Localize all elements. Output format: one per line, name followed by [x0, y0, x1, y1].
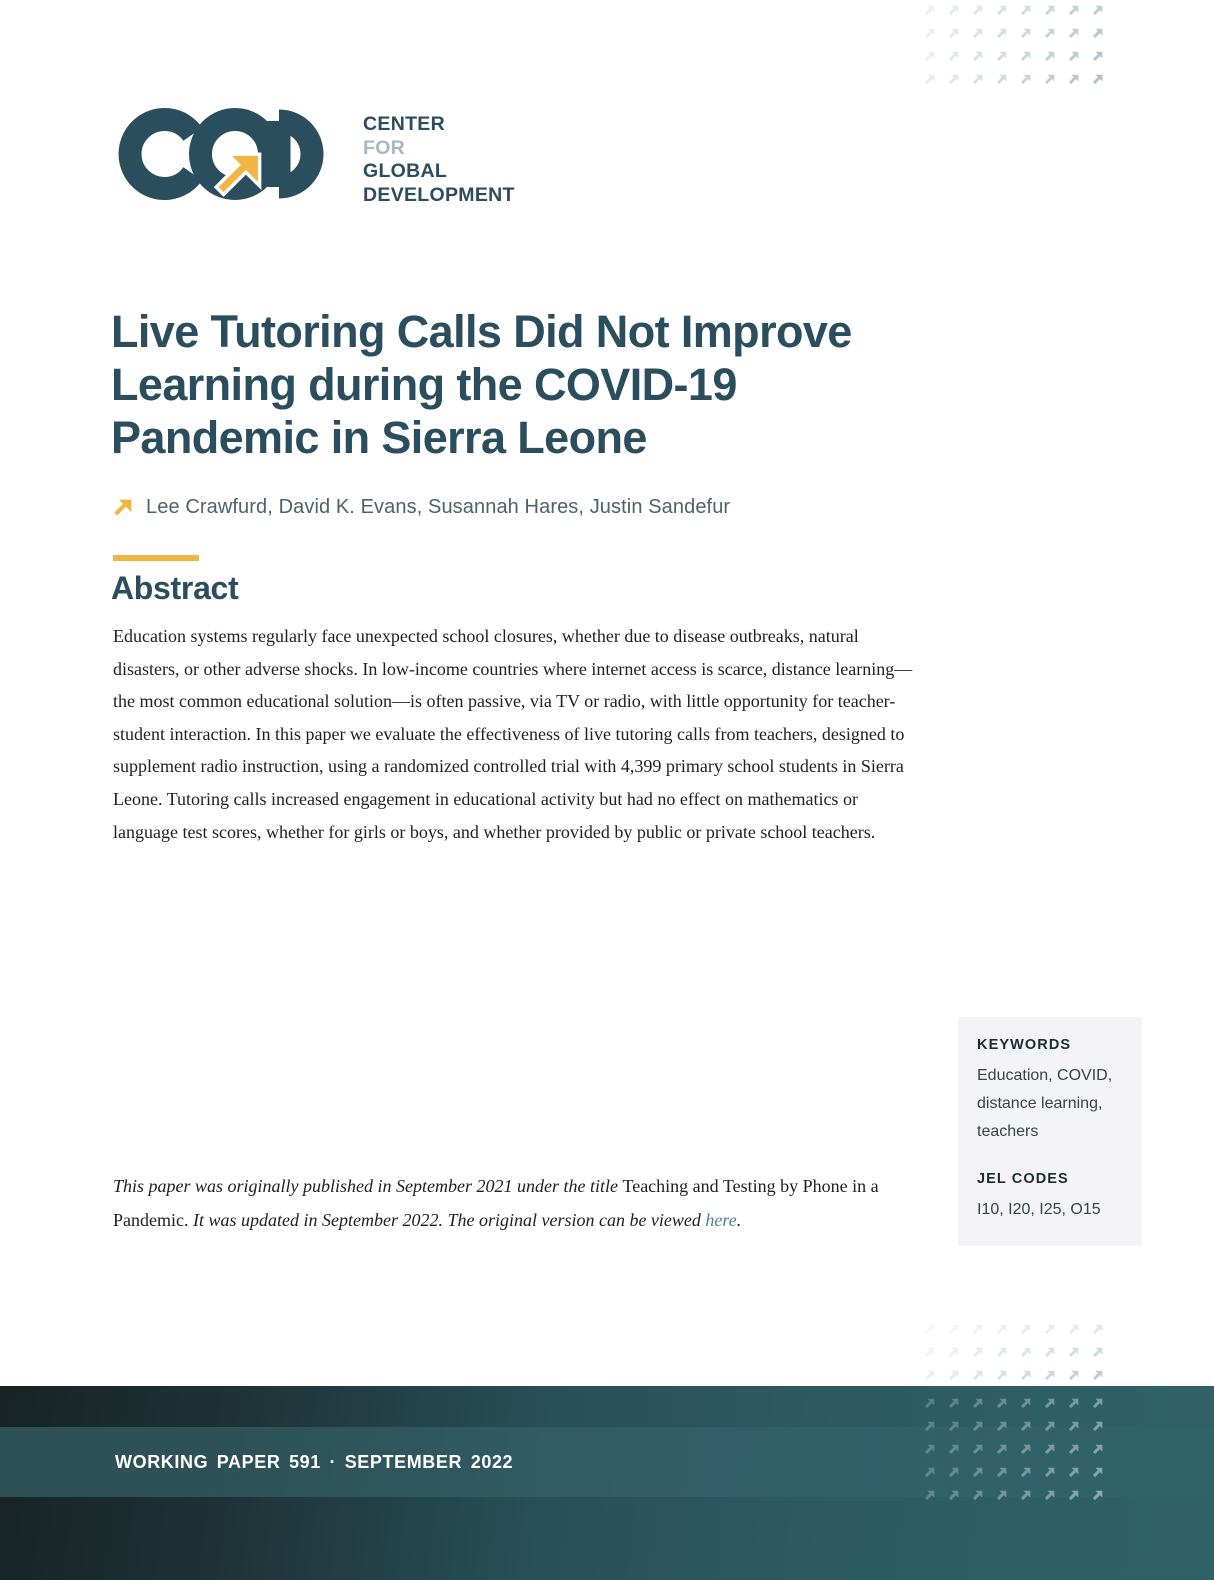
pattern-arrow-glyph: [1092, 1398, 1103, 1409]
pattern-arrow-glyph: [948, 1490, 959, 1501]
jel-codes-value: I10, I20, I25, O15: [977, 1201, 1101, 1218]
pattern-arrow-glyph: [996, 74, 1007, 85]
pattern-arrow-glyph: [996, 1398, 1007, 1409]
pattern-arrow-glyph: [948, 5, 959, 16]
pattern-arrow-glyph: [1068, 28, 1079, 39]
abstract-heading: Abstract: [111, 570, 239, 606]
cgd-wordmark: [363, 113, 515, 207]
wordmark-line-center: CENTER: [363, 113, 445, 135]
pattern-arrow-glyph: [1044, 1444, 1055, 1455]
pattern-arrow-glyph: [996, 5, 1007, 16]
pattern-arrow-glyph: [996, 1467, 1007, 1478]
pattern-arrow-glyph: [972, 1398, 983, 1409]
jel-codes-label: JEL CODES: [977, 1171, 1069, 1187]
note-italic-1: This paper was originally published in September 2021 under the title: [113, 1176, 623, 1196]
pattern-arrow-glyph: [1068, 1490, 1079, 1501]
pattern-arrow-glyph: [924, 1444, 935, 1455]
authors-names: Lee Crawfurd, David K. Evans, Susannah Hares, Justin Sandefur: [146, 496, 731, 518]
pattern-arrow-glyph: [1044, 1490, 1055, 1501]
yellow-rule: [113, 555, 199, 561]
pattern-arrow-glyph: [1092, 1421, 1103, 1432]
pattern-arrow-glyph: [924, 5, 935, 16]
pattern-arrow-glyph: [996, 28, 1007, 39]
working-paper-label: WORKING PAPER 591 · SEPTEMBER 2022: [115, 1452, 514, 1472]
pattern-arrow-glyph: [996, 1421, 1007, 1432]
pattern-arrow-glyph: [1044, 1467, 1055, 1478]
pattern-arrow-glyph: [924, 1398, 935, 1409]
pattern-arrow-glyph: [1068, 51, 1079, 62]
pattern-arrow-glyph: [924, 1490, 935, 1501]
pattern-arrow-glyph: [1020, 5, 1031, 16]
pattern-arrow-glyph: [996, 1444, 1007, 1455]
pattern-arrow-glyph: [948, 1421, 959, 1432]
pattern-arrow-glyph: [972, 1490, 983, 1501]
footer-banner: [0, 1386, 1214, 1580]
pattern-arrow-glyph: [972, 51, 983, 62]
original-version-link[interactable]: here: [705, 1209, 737, 1230]
pattern-arrow-glyph: [924, 28, 935, 39]
arrow-pattern-above-banner: [924, 1324, 1103, 1381]
pattern-arrow-glyph: [1092, 1370, 1103, 1381]
pattern-arrow-glyph: [972, 74, 983, 85]
cgd-monogram-icon: [113, 108, 327, 201]
pattern-arrow-glyph: [1044, 1347, 1055, 1358]
pattern-arrow-glyph: [1020, 28, 1031, 39]
pattern-arrow-glyph: [1092, 1347, 1103, 1358]
wordmark-line-for: FOR: [363, 136, 406, 159]
pattern-arrow-glyph: [948, 1398, 959, 1409]
pattern-arrow-glyph: [924, 1421, 935, 1432]
pattern-arrow-glyph: [1020, 51, 1031, 62]
wordmark-line-development: DEVELOPMENT: [363, 183, 515, 206]
pattern-arrow-glyph: [972, 1467, 983, 1478]
pattern-arrow-glyph: [948, 74, 959, 85]
author-arrow-icon: [113, 498, 133, 518]
note-original-title: Teaching and Testing by Phone in a Pandemic.: [113, 1176, 879, 1230]
pattern-arrow-glyph: [996, 1324, 1007, 1335]
authors-row: [113, 496, 730, 519]
pattern-arrow-glyph: [1092, 28, 1103, 39]
cgd-logo: [113, 108, 327, 206]
pattern-arrow-glyph: [1092, 74, 1103, 85]
pattern-arrow-glyph: [972, 1421, 983, 1432]
arrow-pattern-banner: [924, 1398, 1103, 1501]
note-period: .: [736, 1209, 742, 1230]
pattern-arrow-glyph: [1068, 74, 1079, 85]
pattern-arrow-glyph: [1020, 1421, 1031, 1432]
pattern-arrow-glyph: [972, 1444, 983, 1455]
pattern-arrow-glyph: [1068, 1398, 1079, 1409]
pattern-arrow-glyph: [1044, 1324, 1055, 1335]
pattern-arrow-glyph: [1020, 1444, 1031, 1455]
pattern-arrow-glyph: [1044, 5, 1055, 16]
pattern-arrow-glyph: [924, 1370, 935, 1381]
pattern-arrow-glyph: [972, 28, 983, 39]
pattern-arrow-glyph: [924, 1467, 935, 1478]
pattern-arrow-glyph: [1044, 74, 1055, 85]
pattern-arrow-glyph: [1044, 1398, 1055, 1409]
pattern-arrow-glyph: [948, 51, 959, 62]
keywords-label: KEYWORDS: [977, 1037, 1072, 1053]
pattern-arrow-glyph: [996, 1370, 1007, 1381]
pattern-arrow-glyph: [1068, 1421, 1079, 1432]
pattern-arrow-glyph: [924, 74, 935, 85]
pattern-arrow-glyph: [1092, 5, 1103, 16]
abstract-text: Education systems regularly face unexpected school closures, whether due to disease outbreaks, natural disasters, or other adverse shocks. In low-income countries where internet access is scarce, distance learning—the most common educational solution—is often passive, via TV or radio, with little opportunity for teacher-student interaction. In this paper we evaluate the effectiveness of live tutoring calls from teachers, designed to supplement radio instruction, using a randomized controlled trial with 4,399 primary school students in Sierra Leone. Tutoring calls increased engagement in educational activity but had no effect on mathematics or language test scores, whether for girls or boys, and whether provided by public or private school teachers.: [113, 626, 913, 842]
paper-title: Live Tutoring Calls Did Not Improve Learning during the COVID-19 Pandemic in Sierra Leone: [111, 306, 852, 463]
pattern-arrow-glyph: [1044, 51, 1055, 62]
pattern-arrow-glyph: [1020, 1490, 1031, 1501]
pattern-arrow-glyph: [1044, 1421, 1055, 1432]
pattern-arrow-glyph: [948, 1444, 959, 1455]
pattern-arrow-glyph: [948, 1467, 959, 1478]
pattern-arrow-glyph: [924, 1347, 935, 1358]
pattern-arrow-glyph: [948, 28, 959, 39]
pattern-arrow-glyph: [924, 51, 935, 62]
arrow-pattern-top-right: [924, 5, 1103, 85]
pattern-arrow-glyph: [1068, 1347, 1079, 1358]
pattern-arrow-glyph: [1068, 1324, 1079, 1335]
pattern-arrow-glyph: [1044, 28, 1055, 39]
pattern-arrow-glyph: [1092, 51, 1103, 62]
republication-note: [113, 1170, 921, 1237]
pattern-arrow-glyph: [1044, 1370, 1055, 1381]
pattern-arrow-glyph: [996, 1347, 1007, 1358]
pattern-arrow-glyph: [948, 1324, 959, 1335]
pattern-arrow-glyph: [1020, 74, 1031, 85]
pattern-arrow-glyph: [972, 1324, 983, 1335]
pattern-arrow-glyph: [1068, 1370, 1079, 1381]
pattern-arrow-glyph: [972, 1370, 983, 1381]
pattern-arrow-glyph: [996, 51, 1007, 62]
pattern-arrow-glyph: [972, 5, 983, 16]
pattern-arrow-glyph: [1068, 1444, 1079, 1455]
pattern-arrow-glyph: [1092, 1490, 1103, 1501]
pattern-arrow-glyph: [1068, 1467, 1079, 1478]
pattern-arrow-glyph: [1020, 1467, 1031, 1478]
pattern-arrow-glyph: [1020, 1324, 1031, 1335]
pattern-arrow-glyph: [924, 1324, 935, 1335]
pattern-arrow-glyph: [972, 1347, 983, 1358]
wordmark-line-global: GLOBAL: [363, 160, 448, 182]
pattern-arrow-glyph: [948, 1347, 959, 1358]
pattern-arrow-glyph: [948, 1370, 959, 1381]
pattern-arrow-glyph: [1020, 1398, 1031, 1409]
pattern-arrow-glyph: [1092, 1444, 1103, 1455]
note-italic-2: It was updated in September 2022. The original version can be viewed: [188, 1209, 706, 1230]
pattern-arrow-glyph: [1092, 1324, 1103, 1335]
pattern-arrow-glyph: [1020, 1347, 1031, 1358]
pattern-arrow-glyph: [1092, 1467, 1103, 1478]
pattern-arrow-glyph: [1020, 1370, 1031, 1381]
pattern-arrow-glyph: [996, 1490, 1007, 1501]
keywords-value: Education, COVID, distance learning, teachers: [977, 1067, 1113, 1140]
pattern-arrow-glyph: [1068, 5, 1079, 16]
keywords-sidebar: [958, 1017, 1142, 1246]
